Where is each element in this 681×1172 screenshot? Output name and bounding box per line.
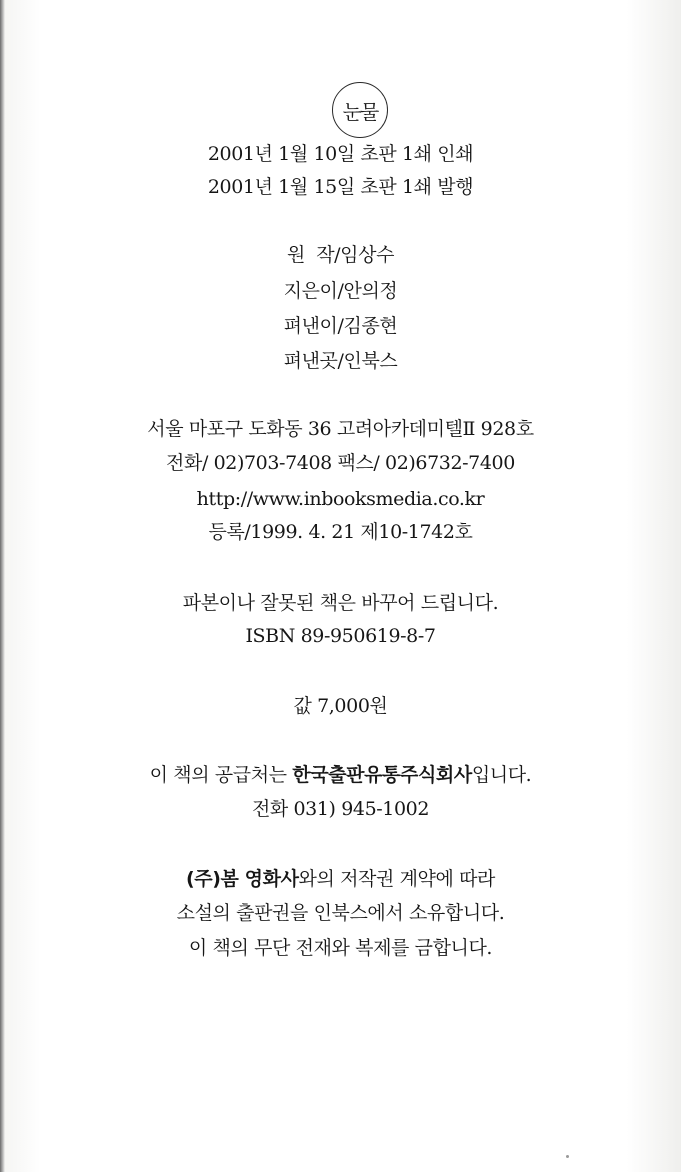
scan-speck [566, 1155, 569, 1158]
phone-fax: 전화/ 02)703-7408 팩스/ 02)6732-7400 [166, 452, 515, 474]
copyright-line-3: 이 책의 무단 전재와 복제를 금합니다. [188, 937, 493, 959]
isbn: ISBN 89-950619-8-7 [245, 625, 436, 647]
distribution-phone: 전화 031) 945-1002 [251, 798, 430, 820]
original-author: 원 작/임상수 [286, 244, 395, 266]
print-date: 2001년 1월 10일 초판 1쇄 인쇄 [207, 143, 474, 165]
distribution-line [0, 763, 681, 787]
publisher-name: 펴낸곳/인북스 [283, 350, 398, 372]
distributor-name: 한국출판유통주식회사 [292, 764, 472, 786]
copyright-line-1 [0, 867, 681, 891]
copyright-line-1-rest: 와의 저작권 계약에 따라 [298, 868, 496, 890]
address: 서울 마포구 도화동 36 고려아카데미텔Ⅱ 928호 [147, 418, 534, 440]
publish-date: 2001년 1월 15일 초판 1쇄 발행 [207, 176, 474, 198]
exchange-notice: 파본이나 잘못된 책은 바꾸어 드립니다. [182, 592, 499, 614]
publisher-logo-text: 눈물 [342, 99, 378, 124]
publisher-person: 펴낸이/김종현 [283, 315, 398, 337]
price: 값 7,000원 [293, 695, 388, 717]
distribution-prefix: 이 책의 공급처는 [149, 764, 293, 786]
registration: 등록/1999. 4. 21 제10-1742호 [208, 521, 473, 543]
copyright-line-2: 소설의 출판권을 인북스에서 소유합니다. [176, 902, 505, 924]
publisher-logo [332, 82, 388, 138]
website: http://www.inbooksmedia.co.kr [196, 488, 485, 510]
distribution-suffix: 입니다. [471, 764, 532, 786]
writer: 지은이/안의정 [283, 280, 398, 302]
copyright-holder: (주)봄 영화사 [185, 868, 299, 890]
